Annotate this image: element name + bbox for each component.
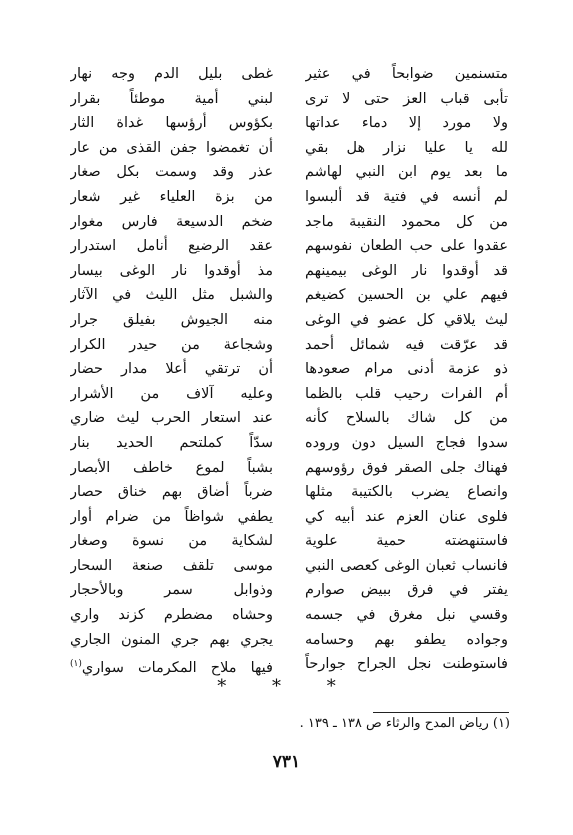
verse-first-hemistich: من كل شاك بالسلاح كأنه xyxy=(305,410,508,427)
verse-first-hemistich: فيهم علي بن الحسين كضيغم xyxy=(305,287,508,304)
verse-second-hemistich: والشبل مثل الليث في الآثار xyxy=(70,287,273,304)
verse-first-hemistich: وانصاع يضرب بالكتيبة مثلها xyxy=(305,484,508,501)
verse-first-hemistich: ما بعد يوم ابن النبي لهاشم xyxy=(305,164,508,181)
verse-first-hemistich: وقسي نبل مغرق في جسمه xyxy=(305,607,508,624)
verse-second-hemistich: يطفي شواظاً من ضرام أوار xyxy=(70,508,273,525)
verse-second-hemistich: عذر وقد وسمت بكل صغار xyxy=(70,164,273,181)
verse-second-hemistich: أن ترتقي أعلا مدار حضار xyxy=(70,361,273,378)
verse-second-hemistich: مذ أوقدوا نار الوغى بيسار xyxy=(70,262,273,279)
verse-second-hemistich: يجري بهم جري المنون الجاري xyxy=(70,631,273,648)
verse-second-hemistich: بشباً لموع خاطف الأبصار xyxy=(70,459,273,476)
verse-first-hemistich: عقدوا على حب الطعان نفوسهم xyxy=(305,238,508,255)
verse-first-hemistich: قد أوقدوا نار الوغى بيمينهم xyxy=(305,262,508,279)
verse-second-hemistich: لشكاية من نسوة وصغار xyxy=(70,533,273,550)
verse-first-hemistich: فاستنهضته حمية علوية xyxy=(305,533,508,550)
verse-first-hemistich: أم الفرات رحيب قلب بالظما xyxy=(305,385,508,402)
verse-second-hemistich: غطى بليل الدم وجه نهار xyxy=(70,66,273,82)
section-separator: * * * xyxy=(217,676,356,697)
verse-first-hemistich: ولا مورد إلا دماء عداتها xyxy=(305,115,508,132)
verse-second-hemistich: ضخم الدسيعة فارس مغوار xyxy=(70,213,273,230)
verse-second-hemistich: أن تغمضوا جفن القذى من عار xyxy=(70,139,273,156)
verse-first-hemistich: لله يا عليا نزار هل بقي xyxy=(305,139,508,156)
verse-second-hemistich: لبني أمية موطئاً بقرار xyxy=(70,90,273,107)
verse-first-hemistich: قد عرّقت فيه شمائل أحمد xyxy=(305,336,508,353)
poem-verses xyxy=(70,62,508,677)
verse-first-hemistich: تأبى قباب العز حتى لا ترى xyxy=(305,90,508,107)
verse-second-hemistich: منه الجيوش بفيلق جرار xyxy=(70,311,273,328)
verse-second-hemistich xyxy=(70,652,273,677)
verse-second-hemistich: عند استعار الحرب ليث ضاري xyxy=(70,410,273,427)
verse-first-hemistich: من كل محمود النقيبة ماجد xyxy=(305,213,508,230)
verse-second-hemistich: وذوابل سمر وبالأحجار xyxy=(70,582,273,599)
footnote: (١) رياض المدح والرثاء ص ١٣٨ ـ ١٣٩ . xyxy=(299,716,510,731)
page-number: ٧٣١ xyxy=(272,752,301,772)
verse-first-hemistich: لم أنسه في فتية قد ألبسوا xyxy=(305,188,508,205)
verse-first-hemistich: ذو عزمة أدنى مرام صعودها xyxy=(305,361,508,378)
verse-text: فيها ملاح المكرمات سواري xyxy=(81,660,273,677)
verse-first-hemistich: متسنمين ضوابحاً في عثير xyxy=(305,66,508,82)
verse-first-hemistich: فانساب ثعبان الوغى كعصى النبي xyxy=(305,557,508,574)
footnote-marker: (١) xyxy=(70,659,82,670)
verse-second-hemistich: عقد الرضيع أنامل استدرار xyxy=(70,238,273,255)
verse-first-hemistich: سدوا فجاج السيل دون وروده xyxy=(305,434,508,451)
verse-first-hemistich: فلوى عنان العزم عند أبيه كي xyxy=(305,508,508,525)
verse-second-hemistich: موسى تلقف صنعة السحار xyxy=(70,557,273,574)
verse-first-hemistich: فاستوطنت نجل الجراح جوارحاً xyxy=(305,656,508,673)
verse-second-hemistich: سدّاً كملتحم الحديد بنار xyxy=(70,434,273,451)
verse-first-hemistich: يفتر في فرق ببيض صوارم xyxy=(305,582,508,599)
verse-first-hemistich: فهناك جلى الصقر فوق رؤوسهم xyxy=(305,459,508,476)
verse-first-hemistich: وجواده يطفو بهم وحسامه xyxy=(305,631,508,648)
verse-second-hemistich: وحشاه مضطرم كزند واري xyxy=(70,607,273,624)
footnote-rule xyxy=(373,712,509,713)
verse-second-hemistich: وعليه آلاف من الأشرار xyxy=(70,385,273,402)
verse-first-hemistich: ليث يلاقي كل عضو في الوغى xyxy=(305,311,508,328)
verse-second-hemistich: ضرباً أضاق بهم خناق حصار xyxy=(70,484,273,501)
verse-second-hemistich: وشجاعة من حيدر الكرار xyxy=(70,336,273,353)
verse-second-hemistich: بكؤوس أرؤسها غداة الثار xyxy=(70,115,273,132)
verse-second-hemistich: من بزة العلياء غير شعار xyxy=(70,188,273,205)
